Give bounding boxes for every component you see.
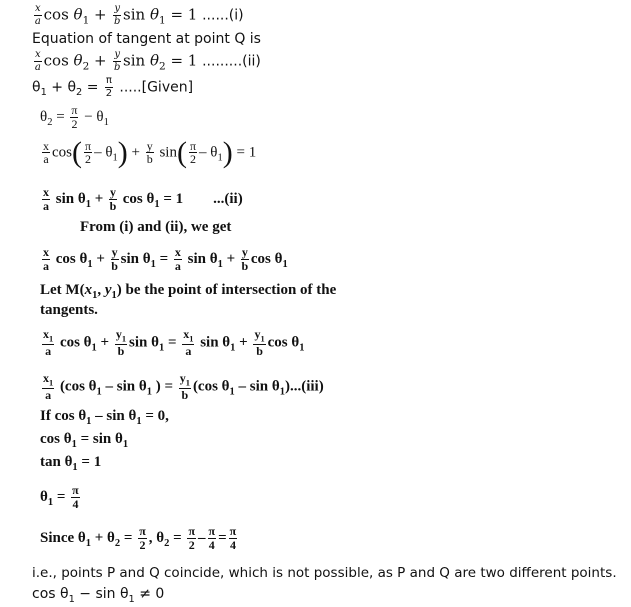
fraction: $\frac{\pi}{2}$	[105, 75, 113, 99]
fraction: $\frac{x_1}{a}$	[43, 327, 54, 359]
equation-line-1: $\frac{x}{a}$ $\cos \theta_1$ + $\frac{y}{b}$ $\sin \theta_1 = 1$ ......(i)	[34, 3, 244, 27]
equation-line-14: If $\cos \theta_1 - \sin \theta_1 = 0$,	[40, 408, 169, 427]
fraction: $\frac{x_1}{a}$	[183, 327, 194, 359]
fraction: $\frac{y}{b}$	[109, 185, 117, 213]
equation-line-18: Since $\theta_1 + \theta_2$ = $\frac{\pi}{2}$ , $\theta_2$ = $\frac{\pi}{2}$ – $\frac{\pi}{4}$ = $\frac{\pi}{4}$	[40, 524, 237, 552]
fraction: $\frac{\pi}{4}$	[208, 524, 216, 552]
fraction: $\frac{\pi}{2}$	[189, 138, 197, 167]
equation-line-9: $\frac{x}{a}$ $\cos \theta_1$ + $\frac{y}{b}$ $\sin \theta_1$ = $\frac{x}{a}$ $\sin \theta_1$ + $\frac{y}{b}$ $\cos \theta_1$	[43, 245, 288, 273]
fraction: $\frac{y}{b}$	[241, 245, 249, 273]
fraction: $\frac{y}{b}$	[111, 245, 118, 273]
equation-line-3: $\frac{x}{a}$ $\cos \theta_2$ + $\frac{y}{b}$ $\sin \theta_2 = 1$ .........(ii)	[34, 49, 261, 73]
fraction: $\frac{y_1}{b}$	[115, 327, 127, 359]
equation-line-5: $\theta_2$ = $\frac{\pi}{2}$ − $\theta_1$	[40, 103, 109, 131]
fraction: $\frac{x}{a}$	[43, 245, 49, 273]
equation-line-7: $\frac{x}{a}$ $\sin \theta_1$ + $\frac{y}{b}$ $\cos \theta_1 = 1$ ...(ii)	[43, 185, 243, 213]
equation-line-12: $\frac{x_1}{a}$ $\cos \theta_1$ + $\frac{y_1}{b}$ $\sin \theta_1$ = $\frac{x_1}{a}$ $\sin \theta_1$ + $\frac{y_1}{b}$ $\cos \theta_1$	[43, 327, 305, 359]
fraction: $\frac{\pi}{2}$	[188, 524, 196, 552]
equation-line-20: $\cos \theta_1 - \sin \theta_1 \ne 0$	[32, 586, 165, 605]
fraction: $\frac{y}{b}$	[114, 49, 121, 73]
text-line-10: Let $M(x_1$, $y_1$) be the point of intersection of the	[40, 282, 337, 301]
text-line-2: Equation of tangent at point Q is	[32, 31, 261, 47]
fraction: $\frac{y_1}{b}$	[254, 327, 265, 359]
fraction: $\frac{x}{a}$	[174, 245, 181, 273]
fraction: $\frac{\pi}{4}$	[72, 483, 79, 511]
fraction: $\frac{\pi}{2}$	[71, 103, 78, 131]
equation-line-6: $\frac{x}{a}$ cos( $\frac{\pi}{2}$ – $\theta_1$) + $\frac{y}{b}$ sin( $\frac{\pi}{2}$ – $\theta_1) = 1$	[43, 136, 257, 169]
text-line-8: From (i) and (ii), we get	[80, 219, 232, 235]
text-line-11: tangents.	[40, 302, 98, 318]
fraction: $\frac{y}{b}$	[146, 138, 153, 167]
fraction: $\frac{\pi}{2}$	[85, 138, 92, 167]
fraction: $\frac{\pi}{4}$	[229, 524, 237, 552]
equation-line-4: $\theta_1 + \theta_2$ = $\frac{\pi}{2}$ .....[Given]	[32, 75, 194, 99]
fraction: $\frac{x_1}{a}$	[43, 371, 54, 403]
equation-line-17: $\theta_1$ = $\frac{\pi}{4}$	[40, 483, 79, 511]
fraction: $\frac{x}{a}$	[34, 3, 41, 27]
fraction: $\frac{\pi}{2}$	[139, 524, 146, 552]
fraction: $\frac{y}{b}$	[114, 3, 121, 27]
fraction: $\frac{y_1}{b}$	[179, 371, 190, 403]
text-line-19: i.e., points P and Q coincide, which is not possible, as P and Q are two different points.	[32, 565, 617, 581]
fraction: $\frac{x}{a}$	[34, 49, 41, 73]
equation-line-16: $\tan \theta_1 = 1$	[40, 454, 102, 473]
equation-line-13: $\frac{x_1}{a}$ (cos $\theta_1$ – $\sin \theta_1$ ) = $\frac{y_1}{b}$ (cos $\theta_1$ – $\sin \theta_1)...(iii)$	[43, 371, 324, 403]
equation-line-15: $\cos \theta_1 = \sin \theta_1$	[40, 431, 129, 450]
fraction: $\frac{x}{a}$	[43, 185, 49, 213]
fraction: $\frac{x}{a}$	[43, 138, 49, 167]
